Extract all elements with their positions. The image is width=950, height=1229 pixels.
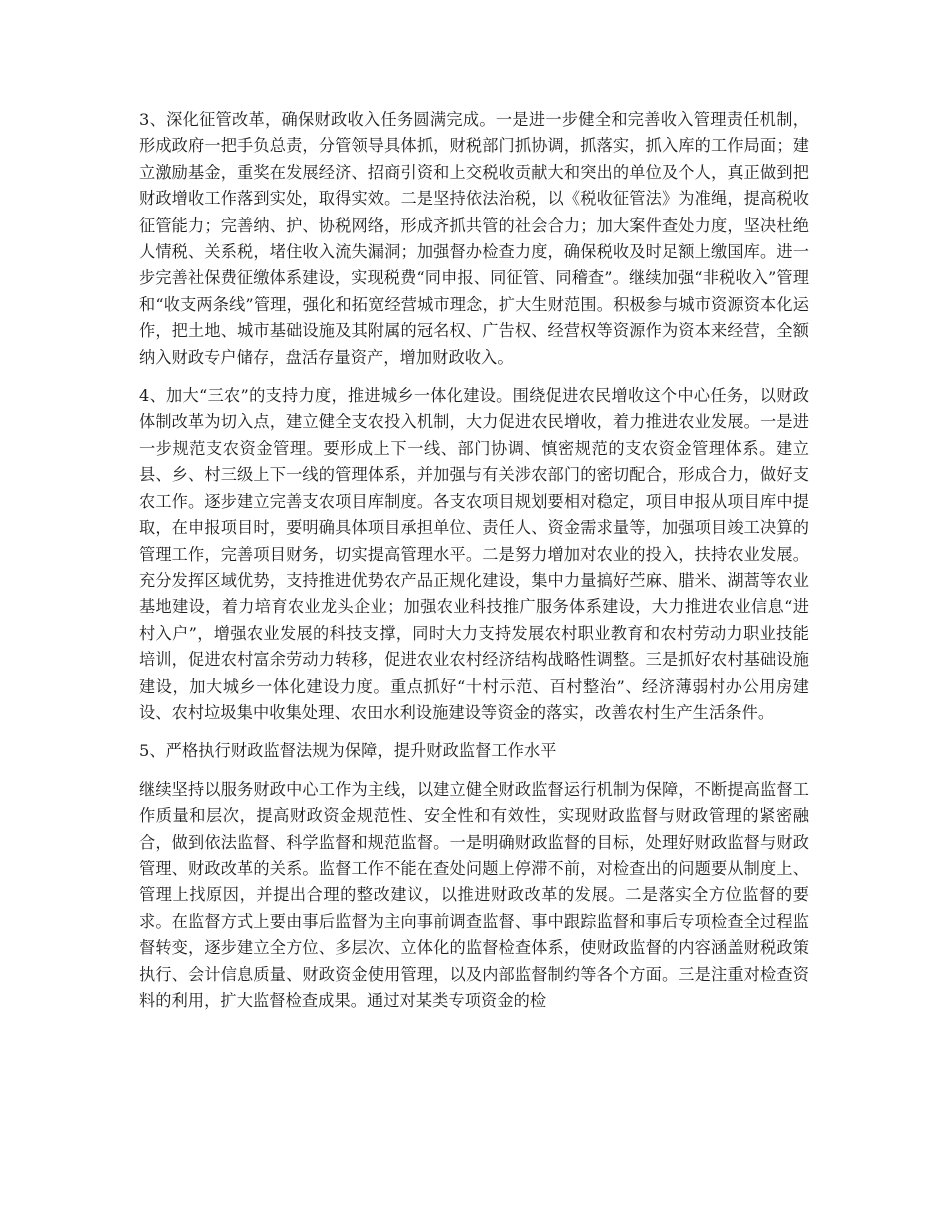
paragraph-rural-support: 4、加大“三农”的支持力度，推进城乡一体化建设。围绕促进农民增收这个中心任务，以财政体制改革为切入点，建立健全支农投入机制，大力促进农民增收，着力推进农业发展。一是进一步规范支农资金管理。要形成上下一线、部门协调、慎密规范的支农资金管理体系。建立县、乡、村三级上下一线的管理体系，并加强与有关涉农部门的密切配合，形成合力，做好支农工作。逐步建立完善支农项目库制度。各支农项目规划要相对稳定，项目申报从项目库中提取，在申报项目时，要明确具体项目承担单位、责任人、资金需求量等，加强项目竣工决算的管理工作，完善项目财务，切实提高管理水平。二是努力增加对农业的投入，扶持农业发展。充分发挥区域优势，支持推进优势农产品正规化建设，集中力量搞好苎麻、腊米、湖蒿等农业基地建设，着力培育农业龙头企业；加强农业科技推广服务体系建设，大力推进农业信息“进村入户”，增强农业发展的科技支撑，同时大力支持发展农村职业教育和农村劳动力职业技能培训，促进农村富余劳动力转移，促进农业农村经济结构战略性调整。三是抓好农村基础设施建设，加大城乡一体化建设力度。重点抓好“十村示范、百村整治”、经济薄弱村办公用房建设、农村垃圾集中收集处理、农田水利设施建设等资金的落实，改善农村生产生活条件。 — [139, 386, 809, 722]
paragraph-revenue-reform: 3、深化征管改革，确保财政收入任务圆满完成。一是进一步健全和完善收入管理责任机制，形成政府一把手负总责，分管领导具体抓，财税部门抓协调，抓落实，抓入库的工作局面；建立激励基金，重奖在发展经济、招商引资和上交税收贡献大和突出的单位及个人，真正做到把财政增收工作落到实处，取得实效。二是坚持依法治税，以《税收征管法》为准绳，提高税收征管能力；完善纳、护、协税网络，形成齐抓共管的社会合力；加大案件查处力度，坚决杜绝人情税、关系税，堵住收入流失漏洞；加强督办检查力度，确保税收及时足额上缴国库。进一步完善社保费征缴体系建设，实现税费“同申报、同征管、同稽查”。继续加强“非税收入”管理和“收支两条线”管理，强化和拓宽经营城市理念，扩大生财范围。积极参与城市资源资本化运作，把土地、城市基础设施及其附属的冠名权、广告权、经营权等资源作为资本来经营，全额纳入财政专户储存，盘活存量资产，增加财政收入。 — [139, 110, 809, 367]
paragraph-supervision-body: 继续坚持以服务财政中心工作为主线，以建立健全财政监督运行机制为保障，不断提高监督工作质量和层次，提高财政资金规范性、安全性和有效性，实现财政监督与财政管理的紧密融合，做到依法监督、科学监督和规范监督。一是明确财政监督的目标，处理好财政监督与财政管理、财政改革的关系。监督工作不能在查处问题上停滞不前，对检查出的问题要从制度上、管理上找原因，并提出合理的整改建议，以推进财政改革的发展。二是落实全方位监督的要求。在监督方式上要由事后监督为主向事前调查监督、事中跟踪监督和事后专项检查全过程监督转变，逐步建立全方位、多层次、立体化的监督检查体系，使财政监督的内容涵盖财税政策执行、会计信息质量、财政资金使用管理，以及内部监督制约等各个方面。三是注重对检查资料的利用，扩大监督检查成果。通过对某类专项资金的检 — [139, 779, 809, 1010]
document-page — [139, 107, 809, 1026]
paragraph-supervision-heading: 5、严格执行财政监督法规为保障，提升财政监督工作水平 — [139, 741, 557, 761]
